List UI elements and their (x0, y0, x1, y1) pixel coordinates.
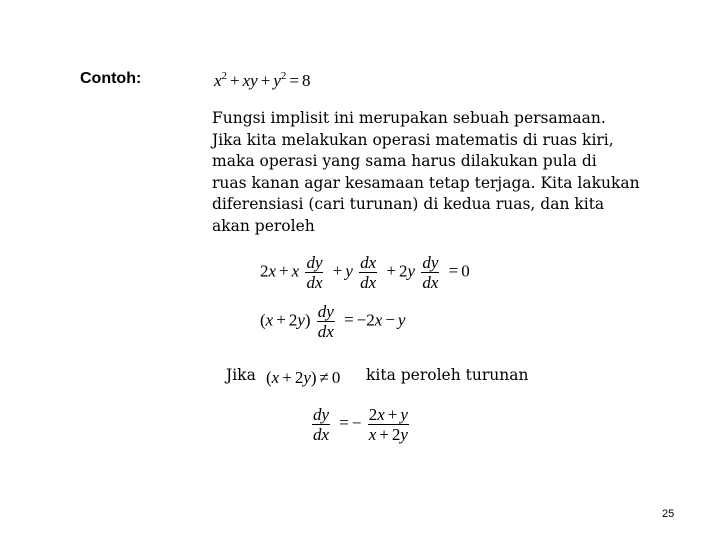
equation-result: $\frac{dy}{dx}$ = − $\frac{2x + y}{x + 2y}$ (313, 405, 408, 444)
page-number: 25 (662, 508, 675, 520)
condition-expression: (x + 2y) ≠ 0 (266, 368, 341, 387)
paragraph-line: Fungsi implisit ini merupakan sebuah persamaan. (212, 109, 606, 127)
equation-main: $x^2$ + xy + $y^2 = 8$ (214, 70, 311, 90)
paragraph-line: Jika kita melakukan operasi matematis di ruas kiri, (212, 130, 614, 149)
paragraph-line: akan peroleh (212, 216, 315, 235)
equation-differentiated: 2x + x $\frac{dy}{dx}$ + y $\frac{dx}{dx}$ + 2y $\frac{dy}{dx}$ = 0 (260, 253, 470, 292)
condition-suffix: kita peroleh turunan (366, 366, 529, 384)
example-label: Contoh: (80, 70, 142, 87)
paragraph-line: maka operasi yang sama harus dilakukan pula di (212, 152, 597, 170)
paragraph-line: ruas kanan agar kesamaan tetap terjaga. Kita lakukan (212, 173, 640, 192)
condition-prefix: Jika (226, 366, 256, 384)
explanation-paragraph (212, 108, 652, 237)
paragraph-line: diferensiasi (cari turunan) di kedua ruas, dan kita (212, 195, 605, 213)
equation-grouped: (x + 2y) $\frac{dy}{dx}$ = −2x − y (260, 302, 406, 341)
